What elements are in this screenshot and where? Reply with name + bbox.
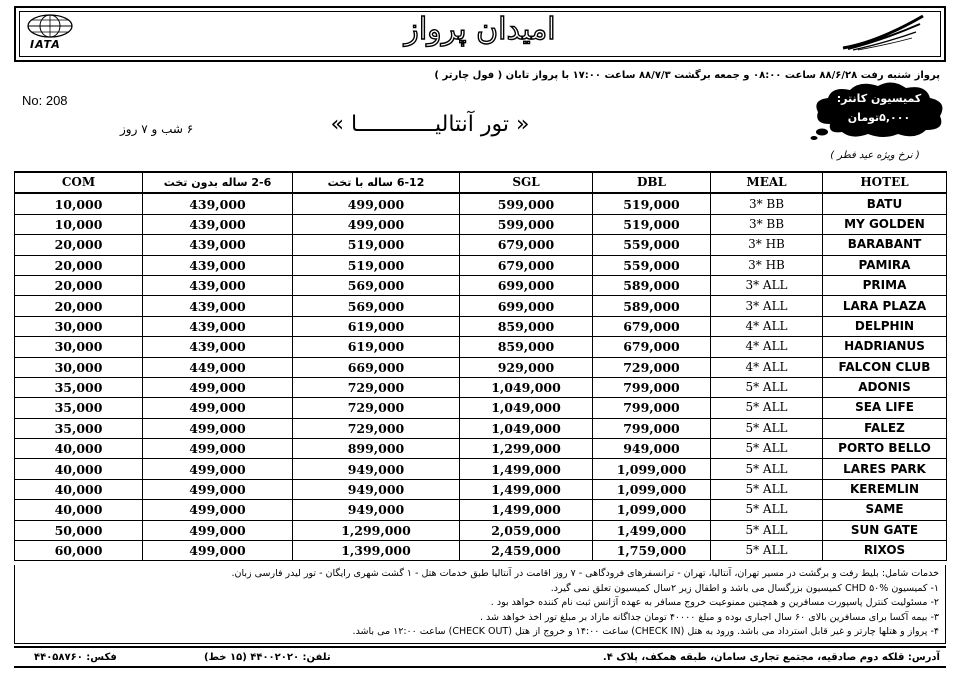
- table-header-row: [15, 172, 947, 193]
- cell-meal: 3* BB: [711, 214, 823, 234]
- cell-com: 20,000: [15, 255, 143, 275]
- cell-hotel: KEREMLIN: [823, 479, 947, 499]
- cell-chd-bed: 949,000: [293, 500, 460, 520]
- cell-dbl: 1,099,000: [593, 479, 711, 499]
- cell-chd-nobed: 439,000: [143, 235, 293, 255]
- cell-chd-nobed: 439,000: [143, 214, 293, 234]
- cell-chd-nobed: 449,000: [143, 357, 293, 377]
- note-4: ۴- پرواز و هتلها چارتر و غیر قابل استرداد می باشد. ورود به هتل (CHECK IN) ساعت ۱۴:۰۰ و خروج از هتل (CHECK OUT) ساعت ۱۲:۰۰ می باشد.: [352, 626, 939, 638]
- cell-sgl: 599,000: [460, 214, 593, 234]
- cell-meal: 5* ALL: [711, 479, 823, 499]
- cell-chd-bed: 619,000: [293, 316, 460, 336]
- cell-dbl: 1,499,000: [593, 520, 711, 540]
- cell-com: 10,000: [15, 193, 143, 214]
- col-header-com: COM: [15, 172, 143, 193]
- note-3: ۳- بیمه آکسا برای مسافرین بالای ۶۰ سال اجباری بوده و مبلغ ۴۰۰۰۰ تومان جداگانه مازاد بر مبلغ تور اخذ خواهد شد .: [479, 611, 939, 623]
- cell-meal: 4* ALL: [711, 357, 823, 377]
- cell-dbl: 1,099,000: [593, 459, 711, 479]
- cell-hotel: SEA LIFE: [823, 398, 947, 418]
- cell-com: 35,000: [15, 418, 143, 438]
- table-row: [15, 459, 947, 479]
- cell-sgl: 679,000: [460, 235, 593, 255]
- cell-com: 20,000: [15, 275, 143, 295]
- airline-swoosh-logo-icon: [838, 12, 928, 52]
- cell-meal: 5* ALL: [711, 541, 823, 561]
- commission-cloud-icon: [808, 80, 950, 140]
- cell-chd-bed: 519,000: [293, 255, 460, 275]
- cell-sgl: 1,049,000: [460, 398, 593, 418]
- commission-label: کمیسیون کانتر:: [836, 92, 922, 105]
- cell-chd-bed: 669,000: [293, 357, 460, 377]
- cell-sgl: 599,000: [460, 193, 593, 214]
- cell-meal: 5* ALL: [711, 377, 823, 397]
- cell-hotel: MY GOLDEN: [823, 214, 947, 234]
- cell-meal: 5* ALL: [711, 398, 823, 418]
- cell-dbl: 559,000: [593, 255, 711, 275]
- table-row: [15, 541, 947, 561]
- cell-meal: 5* ALL: [711, 500, 823, 520]
- services-included: خدمات شامل: بلیط رفت و برگشت در مسیر تهران، آنتالیا، تهران - ترانسفرهای فرودگاهی - ۷ روز اقامت در آنتالیا طبق خدمات هتل - ۱ گشت شهری رایگان - تور لیدر فارسی زبان.: [231, 568, 939, 579]
- cell-sgl: 1,049,000: [460, 377, 593, 397]
- footer: [14, 646, 946, 668]
- cell-dbl: 799,000: [593, 377, 711, 397]
- commission-amount: ۵,۰۰۰تومان: [847, 111, 911, 124]
- special-rate-note: ( نرخ ویژه عید فطر ): [830, 150, 920, 161]
- table-row: [15, 255, 947, 275]
- cell-chd-nobed: 499,000: [143, 398, 293, 418]
- cell-com: 10,000: [15, 214, 143, 234]
- cell-sgl: 1,299,000: [460, 439, 593, 459]
- cell-meal: 5* ALL: [711, 439, 823, 459]
- cell-dbl: 519,000: [593, 214, 711, 234]
- footer-fax: فکس: ۴۴۰۵۸۷۶۰: [34, 652, 117, 663]
- cell-chd-bed: 569,000: [293, 296, 460, 316]
- cell-com: 35,000: [15, 398, 143, 418]
- cell-sgl: 859,000: [460, 316, 593, 336]
- services-notes: [14, 565, 946, 644]
- footer-address: آدرس: قلکه دوم صادقیه، مجتمع تجاری سامان، طبقه همکف، پلاک ۴.: [602, 652, 940, 663]
- cell-dbl: 589,000: [593, 296, 711, 316]
- cell-hotel: HADRIANUS: [823, 337, 947, 357]
- table-row: [15, 500, 947, 520]
- col-header-hotel: HOTEL: [823, 172, 947, 193]
- note-1: ۱- کمیسیون CHD ۵۰% کمیسیون بزرگسال می باشد و اطفال زیر ۲سال کمیسیون تعلق نمی گیرد.: [550, 582, 939, 594]
- cell-meal: 5* ALL: [711, 520, 823, 540]
- cell-dbl: 679,000: [593, 337, 711, 357]
- table-row: [15, 520, 947, 540]
- col-header-sgl: SGL: [460, 172, 593, 193]
- cell-chd-nobed: 499,000: [143, 418, 293, 438]
- cell-dbl: 589,000: [593, 275, 711, 295]
- cell-com: 40,000: [15, 439, 143, 459]
- cell-sgl: 2,059,000: [460, 520, 593, 540]
- cell-hotel: ADONIS: [823, 377, 947, 397]
- cell-chd-bed: 729,000: [293, 377, 460, 397]
- cell-chd-bed: 729,000: [293, 418, 460, 438]
- cell-hotel: FALEZ: [823, 418, 947, 438]
- cell-hotel: SUN GATE: [823, 520, 947, 540]
- table-row: [15, 337, 947, 357]
- cell-dbl: 729,000: [593, 357, 711, 377]
- cell-meal: 5* ALL: [711, 418, 823, 438]
- cell-sgl: 1,499,000: [460, 479, 593, 499]
- cell-chd-bed: 1,399,000: [293, 541, 460, 561]
- cell-hotel: LARES PARK: [823, 459, 947, 479]
- cell-meal: 5* ALL: [711, 459, 823, 479]
- cell-hotel: PRIMA: [823, 275, 947, 295]
- price-table: [14, 171, 947, 561]
- tour-title: « تور آنتالیــــــــــــا »: [330, 112, 530, 137]
- cell-com: 30,000: [15, 357, 143, 377]
- cell-dbl: 559,000: [593, 235, 711, 255]
- tour-duration: ۶ شب و ۷ روز: [120, 122, 194, 136]
- cell-chd-bed: 499,000: [293, 214, 460, 234]
- cell-meal: 3* ALL: [711, 275, 823, 295]
- company-name: امیدان پرواز: [404, 12, 556, 47]
- cell-chd-bed: 619,000: [293, 337, 460, 357]
- cell-chd-bed: 949,000: [293, 479, 460, 499]
- cell-com: 20,000: [15, 296, 143, 316]
- cell-sgl: 699,000: [460, 296, 593, 316]
- cell-sgl: 929,000: [460, 357, 593, 377]
- cell-chd-bed: 949,000: [293, 459, 460, 479]
- cell-hotel: DELPHIN: [823, 316, 947, 336]
- reference-number: No: 208: [22, 93, 68, 108]
- cell-dbl: 519,000: [593, 193, 711, 214]
- cell-meal: 3* BB: [711, 193, 823, 214]
- cell-chd-bed: 729,000: [293, 398, 460, 418]
- cell-meal: 3* HB: [711, 235, 823, 255]
- note-2: ۲- مسئولیت کنترل پاسپورت مسافرین و همچنین ممنوعیت خروج مسافر به عهده آژانس ثبت نام کننده خواهد بود .: [490, 597, 939, 609]
- cell-dbl: 799,000: [593, 398, 711, 418]
- cell-chd-bed: 569,000: [293, 275, 460, 295]
- cell-com: 30,000: [15, 316, 143, 336]
- cell-chd-nobed: 439,000: [143, 337, 293, 357]
- table-row: [15, 296, 947, 316]
- cell-hotel: PAMIRA: [823, 255, 947, 275]
- table-row: [15, 275, 947, 295]
- cell-com: 60,000: [15, 541, 143, 561]
- cell-dbl: 679,000: [593, 316, 711, 336]
- table-row: [15, 439, 947, 459]
- cell-com: 35,000: [15, 377, 143, 397]
- cell-com: 50,000: [15, 520, 143, 540]
- cell-meal: 3* HB: [711, 255, 823, 275]
- cell-sgl: 699,000: [460, 275, 593, 295]
- cell-chd-nobed: 439,000: [143, 255, 293, 275]
- cell-sgl: 1,049,000: [460, 418, 593, 438]
- cell-chd-nobed: 499,000: [143, 479, 293, 499]
- cell-meal: 4* ALL: [711, 337, 823, 357]
- table-row: [15, 193, 947, 214]
- cell-sgl: 2,459,000: [460, 541, 593, 561]
- cell-chd-bed: 1,299,000: [293, 520, 460, 540]
- col-header-meal: MEAL: [711, 172, 823, 193]
- cell-sgl: 1,499,000: [460, 500, 593, 520]
- cell-chd-nobed: 439,000: [143, 296, 293, 316]
- cell-chd-bed: 519,000: [293, 235, 460, 255]
- cell-sgl: 679,000: [460, 255, 593, 275]
- cell-meal: 3* ALL: [711, 296, 823, 316]
- cell-chd-nobed: 499,000: [143, 377, 293, 397]
- cell-sgl: 859,000: [460, 337, 593, 357]
- cell-chd-nobed: 499,000: [143, 459, 293, 479]
- iata-label: IATA: [30, 38, 61, 51]
- cell-com: 40,000: [15, 459, 143, 479]
- cell-hotel: SAME: [823, 500, 947, 520]
- cell-hotel: PORTO BELLO: [823, 439, 947, 459]
- cell-chd-nobed: 499,000: [143, 500, 293, 520]
- cell-com: 30,000: [15, 337, 143, 357]
- cell-meal: 4* ALL: [711, 316, 823, 336]
- col-header-child-no-bed: 2-6 ساله بدون تخت: [143, 172, 293, 193]
- table-row: [15, 377, 947, 397]
- col-header-dbl: DBL: [593, 172, 711, 193]
- flight-info: پرواز شنبه رفت ۸۸/۶/۲۸ ساعت ۰۸:۰۰ و جمعه برگشت ۸۸/۷/۳ ساعت ۱۷:۰۰ با پرواز تابان ( فول چارتر ): [434, 70, 940, 81]
- cell-hotel: RIXOS: [823, 541, 947, 561]
- cell-sgl: 1,499,000: [460, 459, 593, 479]
- cell-dbl: 799,000: [593, 418, 711, 438]
- table-row: [15, 316, 947, 336]
- cell-chd-nobed: 499,000: [143, 541, 293, 561]
- cell-hotel: FALCON CLUB: [823, 357, 947, 377]
- cell-dbl: 949,000: [593, 439, 711, 459]
- cell-chd-nobed: 439,000: [143, 316, 293, 336]
- cell-chd-nobed: 439,000: [143, 275, 293, 295]
- footer-phone: تلفن: ۴۴۰۰۲۰۲۰ (۱۵ خط): [204, 652, 331, 663]
- cell-com: 40,000: [15, 500, 143, 520]
- cell-chd-bed: 899,000: [293, 439, 460, 459]
- cell-dbl: 1,099,000: [593, 500, 711, 520]
- table-row: [15, 235, 947, 255]
- cell-dbl: 1,759,000: [593, 541, 711, 561]
- table-row: [15, 357, 947, 377]
- cell-hotel: BATU: [823, 193, 947, 214]
- cell-chd-nobed: 499,000: [143, 520, 293, 540]
- col-header-child-with-bed: 6-12 ساله با تخت: [293, 172, 460, 193]
- cell-chd-nobed: 439,000: [143, 193, 293, 214]
- cell-chd-nobed: 499,000: [143, 439, 293, 459]
- table-row: [15, 479, 947, 499]
- table-row: [15, 214, 947, 234]
- cell-hotel: BARABANT: [823, 235, 947, 255]
- table-row: [15, 418, 947, 438]
- cell-com: 40,000: [15, 479, 143, 499]
- cell-com: 20,000: [15, 235, 143, 255]
- table-row: [15, 398, 947, 418]
- cell-hotel: LARA PLAZA: [823, 296, 947, 316]
- cell-chd-bed: 499,000: [293, 193, 460, 214]
